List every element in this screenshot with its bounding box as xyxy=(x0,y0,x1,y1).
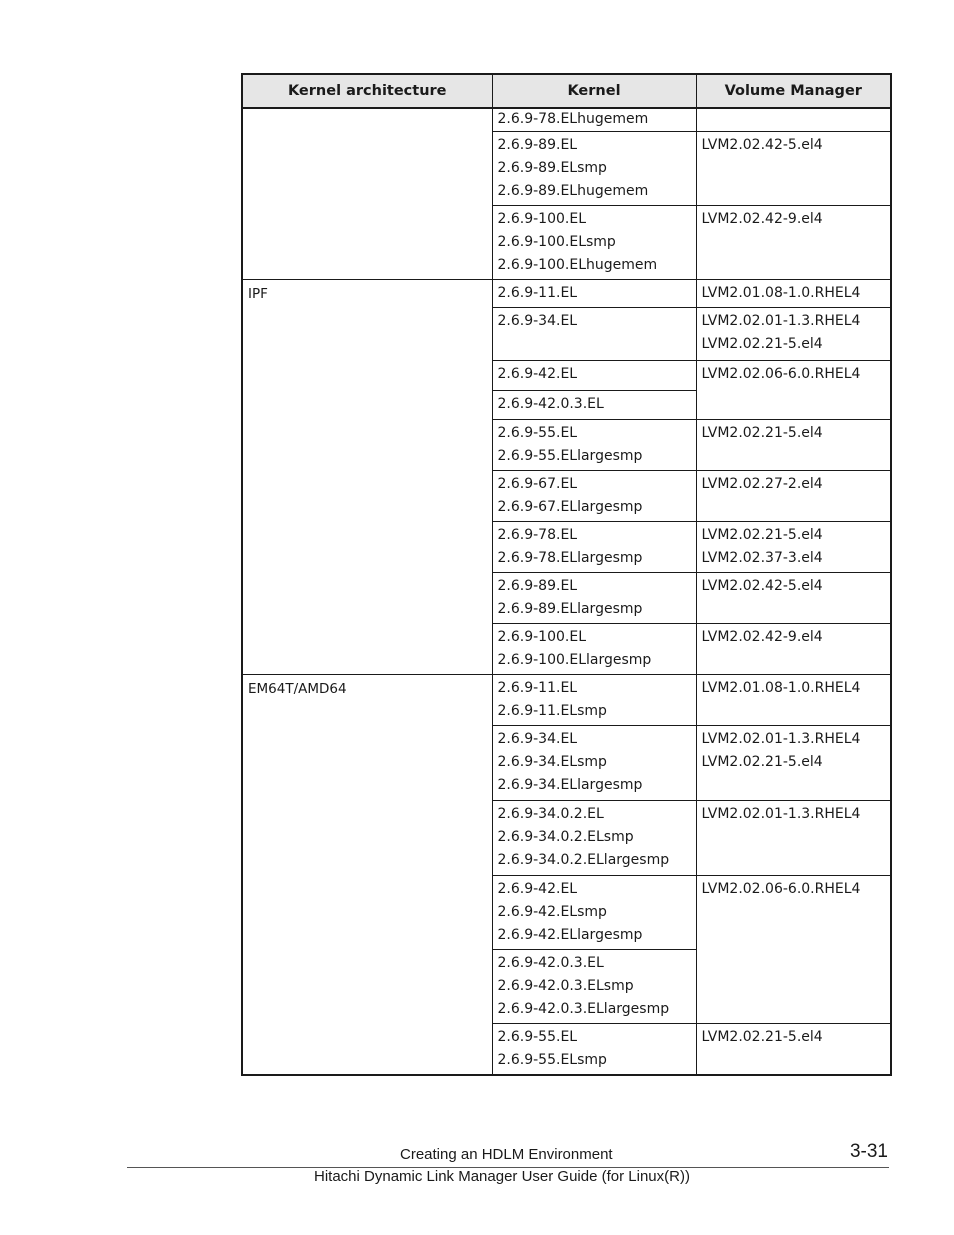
cell-volume-manager xyxy=(696,420,891,471)
cell-kernel xyxy=(492,471,696,522)
page-number: 3-31 xyxy=(849,1141,888,1162)
volume-manager-version: LVM2.02.21-5.el4 xyxy=(701,527,823,543)
cell-volume-manager xyxy=(696,280,891,308)
kernel-table xyxy=(241,73,892,1076)
cell-volume-manager xyxy=(696,108,891,132)
kernel-version: 2.6.9-100.ELhugemem xyxy=(497,257,658,273)
kernel-version: 2.6.9-78.EL xyxy=(497,527,578,543)
cell-volume-manager xyxy=(696,801,891,876)
table-body xyxy=(242,108,891,1075)
kernel-version: 2.6.9-67.ELlargesmp xyxy=(497,499,643,515)
cell-kernel xyxy=(492,522,696,573)
volume-manager-version: LVM2.02.42-9.el4 xyxy=(701,629,823,645)
footer-guide-title: Hitachi Dynamic Link Manager User Guide (for Linux(R)) xyxy=(314,1168,690,1185)
kernel-version: 2.6.9-42.ELsmp xyxy=(497,904,607,920)
cell-volume-manager xyxy=(696,522,891,573)
volume-manager-version: LVM2.01.08-1.0.RHEL4 xyxy=(701,285,861,301)
cell-kernel xyxy=(492,624,696,675)
kernel-version: 2.6.9-34.0.2.ELlargesmp xyxy=(497,852,670,868)
cell-kernel xyxy=(492,108,696,132)
volume-manager-version: LVM2.02.01-1.3.RHEL4 xyxy=(701,731,861,747)
kernel-version: 2.6.9-100.ELsmp xyxy=(497,234,616,250)
volume-manager-version: LVM2.02.42-9.el4 xyxy=(701,211,823,227)
volume-manager-version: LVM2.02.06-6.0.RHEL4 xyxy=(701,881,861,897)
kernel-version: 2.6.9-89.ELlargesmp xyxy=(497,601,643,617)
kernel-version: 2.6.9-34.ELlargesmp xyxy=(497,777,643,793)
cell-volume-manager xyxy=(696,132,891,206)
table-row xyxy=(242,675,891,726)
cell-kernel xyxy=(492,391,696,420)
cell-volume-manager xyxy=(696,726,891,801)
volume-manager-version: LVM2.02.01-1.3.RHEL4 xyxy=(701,313,861,329)
kernel-version: 2.6.9-42.EL xyxy=(497,881,578,897)
volume-manager-version: LVM2.02.21-5.el4 xyxy=(701,336,823,352)
volume-manager-version: LVM2.02.01-1.3.RHEL4 xyxy=(701,806,861,822)
kernel-version: 2.6.9-89.ELsmp xyxy=(497,160,607,176)
kernel-version: 2.6.9-55.ELlargesmp xyxy=(497,448,643,464)
header-kernel-architecture: Kernel architecture xyxy=(242,74,492,108)
cell-kernel-architecture xyxy=(242,108,492,280)
kernel-version: 2.6.9-34.ELsmp xyxy=(497,754,607,770)
cell-kernel xyxy=(492,675,696,726)
kernel-version: 2.6.9-11.ELsmp xyxy=(497,703,607,719)
table-row xyxy=(242,280,891,308)
kernel-version: 2.6.9-42.ELlargesmp xyxy=(497,927,643,943)
volume-manager-version: LVM2.02.21-5.el4 xyxy=(701,1029,823,1045)
cell-kernel xyxy=(492,420,696,471)
kernel-version: 2.6.9-11.EL xyxy=(497,680,578,696)
cell-volume-manager xyxy=(696,361,891,420)
cell-kernel-architecture: EM64T/AMD64 xyxy=(242,675,492,1076)
kernel-version: 2.6.9-67.EL xyxy=(497,476,578,492)
cell-volume-manager xyxy=(696,675,891,726)
cell-kernel xyxy=(492,1024,696,1076)
kernel-version: 2.6.9-78.ELlargesmp xyxy=(497,550,643,566)
cell-volume-manager xyxy=(696,624,891,675)
header-kernel: Kernel xyxy=(492,74,696,108)
cell-kernel xyxy=(492,801,696,876)
header-volume-manager: Volume Manager xyxy=(696,74,891,108)
volume-manager-version: LVM2.02.21-5.el4 xyxy=(701,425,823,441)
cell-kernel xyxy=(492,573,696,624)
volume-manager-version: LVM2.01.08-1.0.RHEL4 xyxy=(701,680,861,696)
kernel-version: 2.6.9-42.0.3.ELlargesmp xyxy=(497,1001,670,1017)
volume-manager-version: LVM2.02.42-5.el4 xyxy=(701,137,823,153)
cell-volume-manager xyxy=(696,308,891,361)
footer-section-title: Creating an HDLM Environment xyxy=(400,1146,613,1163)
cell-volume-manager xyxy=(696,471,891,522)
cell-kernel xyxy=(492,308,696,361)
kernel-version: 2.6.9-100.EL xyxy=(497,211,586,227)
volume-manager-version: LVM2.02.37-3.el4 xyxy=(701,550,823,566)
kernel-version: 2.6.9-55.ELsmp xyxy=(497,1052,607,1068)
kernel-version: 2.6.9-34.EL xyxy=(497,313,578,329)
cell-volume-manager xyxy=(696,1024,891,1076)
cell-kernel xyxy=(492,280,696,308)
cell-kernel xyxy=(492,876,696,950)
cell-kernel xyxy=(492,132,696,206)
kernel-version: 2.6.9-11.EL xyxy=(497,285,578,301)
kernel-version: 2.6.9-55.EL xyxy=(497,1029,578,1045)
kernel-version: 2.6.9-42.0.3.EL xyxy=(497,396,604,412)
table-header-row xyxy=(242,74,891,108)
kernel-version: 2.6.9-89.EL xyxy=(497,137,578,153)
cell-volume-manager xyxy=(696,876,891,1024)
kernel-version: 2.6.9-78.ELhugemem xyxy=(497,111,649,127)
kernel-version: 2.6.9-34.0.2.EL xyxy=(497,806,604,822)
cell-volume-manager xyxy=(696,573,891,624)
table-row xyxy=(242,108,891,132)
cell-volume-manager xyxy=(696,206,891,280)
kernel-version: 2.6.9-42.0.3.EL xyxy=(497,955,604,971)
volume-manager-version: LVM2.02.42-5.el4 xyxy=(701,578,823,594)
kernel-version: 2.6.9-100.ELlargesmp xyxy=(497,652,652,668)
kernel-version: 2.6.9-89.EL xyxy=(497,578,578,594)
kernel-version: 2.6.9-55.EL xyxy=(497,425,578,441)
volume-manager-version: LVM2.02.27-2.el4 xyxy=(701,476,823,492)
kernel-version: 2.6.9-34.0.2.ELsmp xyxy=(497,829,634,845)
kernel-version: 2.6.9-100.EL xyxy=(497,629,586,645)
cell-kernel xyxy=(492,206,696,280)
kernel-version: 2.6.9-42.EL xyxy=(497,366,578,382)
cell-kernel-architecture: IPF xyxy=(242,280,492,675)
cell-kernel xyxy=(492,726,696,801)
cell-kernel xyxy=(492,361,696,391)
volume-manager-version: LVM2.02.06-6.0.RHEL4 xyxy=(701,366,861,382)
kernel-version: 2.6.9-34.EL xyxy=(497,731,578,747)
kernel-version: 2.6.9-42.0.3.ELsmp xyxy=(497,978,634,994)
volume-manager-version: LVM2.02.21-5.el4 xyxy=(701,754,823,770)
kernel-version: 2.6.9-89.ELhugemem xyxy=(497,183,649,199)
cell-kernel xyxy=(492,950,696,1024)
